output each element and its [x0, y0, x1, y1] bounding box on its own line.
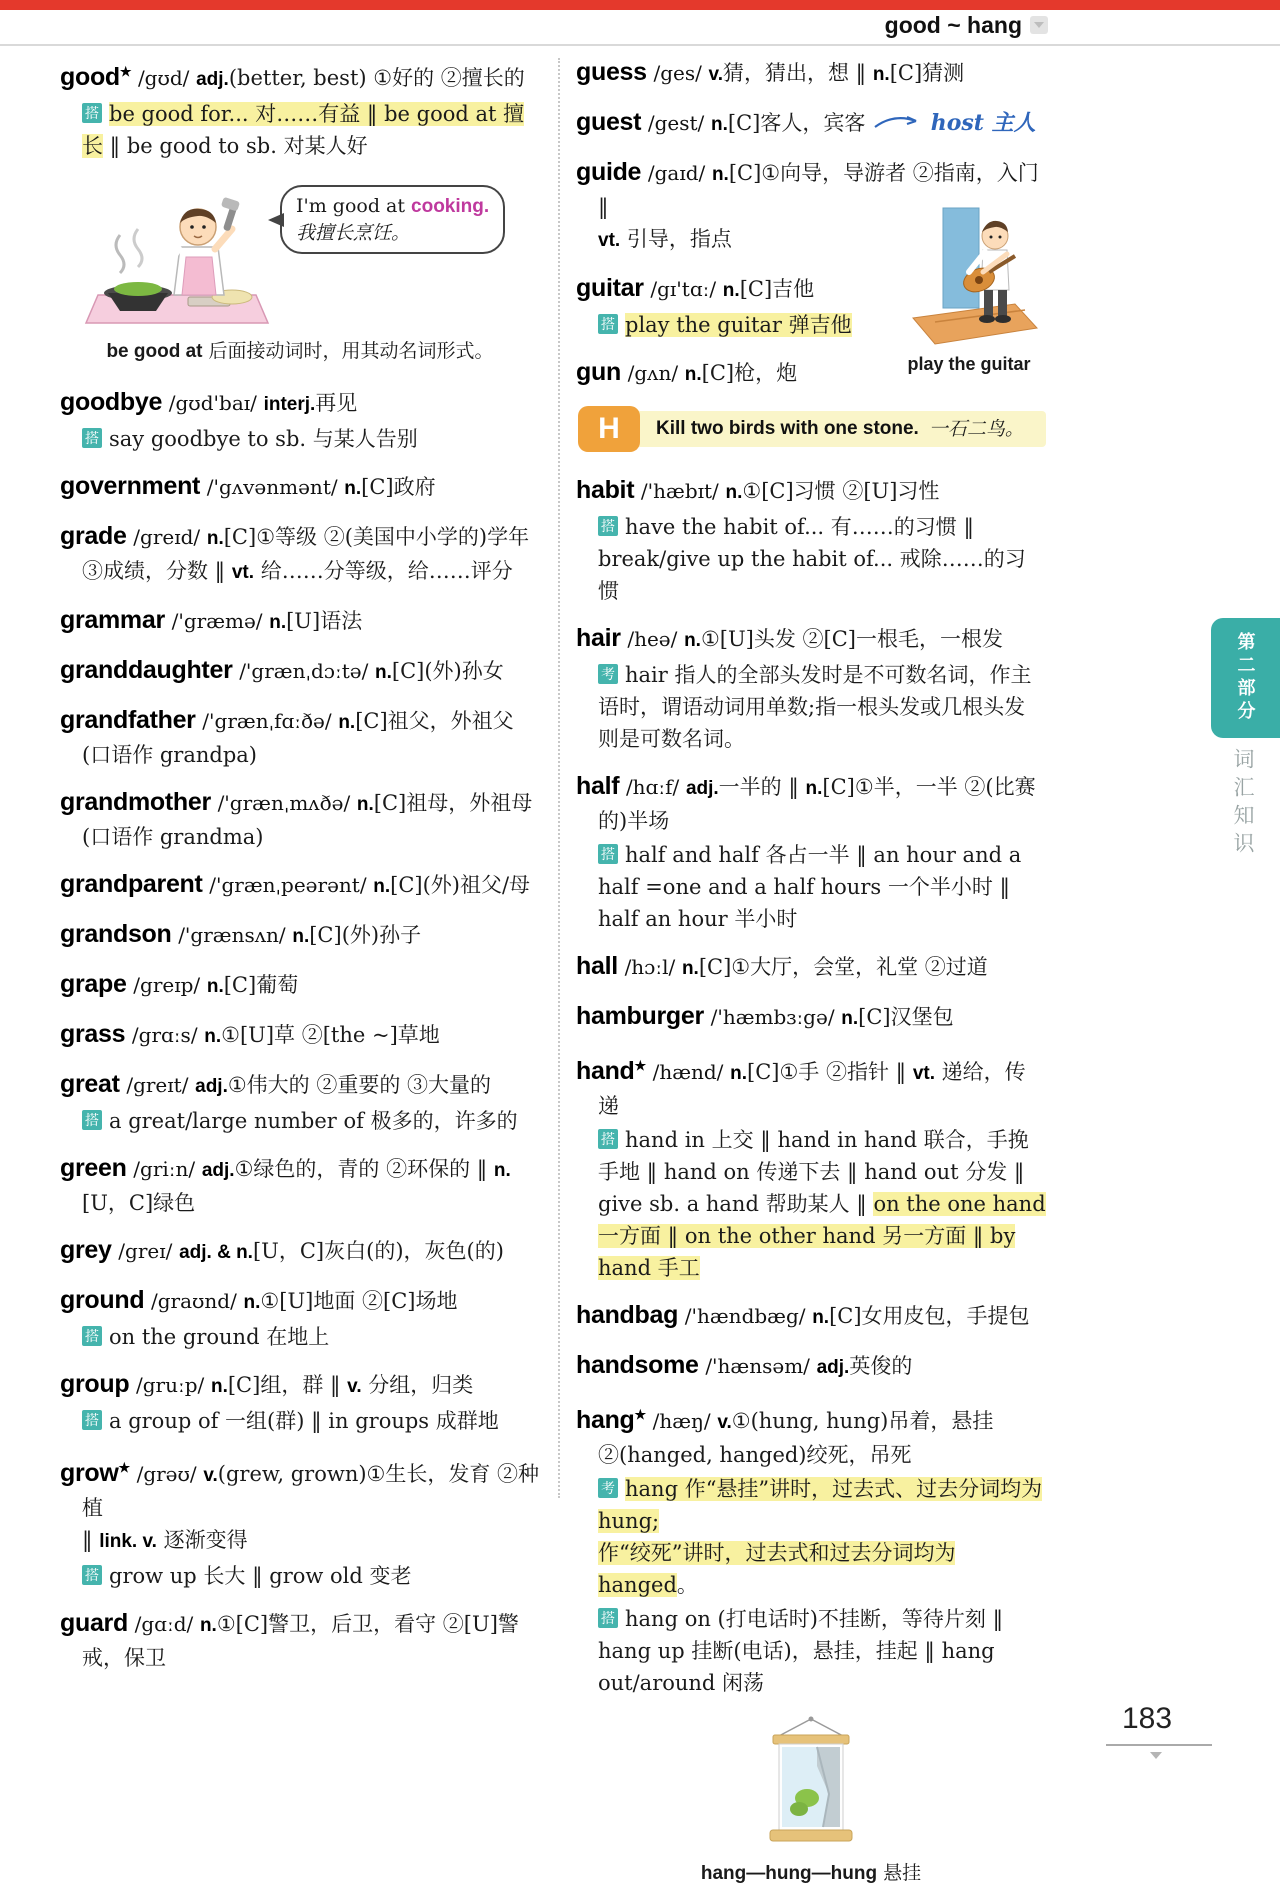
- chevron-down-icon: [1034, 22, 1044, 28]
- headword: guess: [576, 58, 647, 86]
- collocation-badge: 搭: [82, 428, 102, 448]
- guitar-caption: play the guitar: [907, 354, 1031, 374]
- phonetic: /heə/: [627, 627, 678, 651]
- dict-entry-ground: [60, 1284, 540, 1353]
- definition-text: hair 指人的全部头发时是不可数名词，作主语时，谓语动词用单数;指一根头发或几根头发则是可数名词。: [598, 663, 1032, 751]
- scroll-illustration: [576, 1714, 1046, 1890]
- bubble-text-zh: 我擅长烹饪。: [296, 222, 411, 244]
- definition-text: ①[U]地面 ②[C]场地: [260, 1289, 458, 1313]
- dict-entry-guard: [60, 1607, 540, 1674]
- usage-note-badge: 考: [598, 664, 618, 684]
- definition-text: ①[C]习惯 ②[U]习性: [742, 479, 940, 503]
- scroll-caption-zh: 悬挂: [877, 1862, 922, 1884]
- phonetic: /'grænsʌn/: [178, 923, 286, 947]
- star-icon: ★: [118, 1460, 130, 1475]
- left-column: [60, 56, 540, 1689]
- page-nav-triangle-icon[interactable]: [1150, 1752, 1162, 1759]
- definition-text: [C](外)祖父/母: [390, 873, 531, 897]
- part-of-speech: n.: [812, 1307, 830, 1328]
- definition-text: [C]①半，一半 ②(比赛的)半场: [598, 775, 1036, 833]
- definition-text: 猜，猜出，想 ‖: [722, 61, 873, 85]
- definition-text: hand in 上交 ‖ hand in hand 联合，手挽手地 ‖ hand on 传递下去 ‖ hand out 分发 ‖ give sb. a hand 帮助某人 ‖: [598, 1128, 1029, 1216]
- definition-text: be good for... 对……有益 ‖ be good at 擅长: [82, 102, 525, 158]
- definition-text: [C]组，群 ‖: [227, 1373, 348, 1397]
- phonetic: /'hændbæg/: [684, 1304, 806, 1328]
- star-icon: ★: [634, 1058, 646, 1073]
- note-line: [82, 1105, 540, 1137]
- dict-entry-grandfather: [60, 704, 540, 771]
- phonetic: /greɪt/: [126, 1073, 189, 1097]
- headword: hall: [576, 952, 618, 980]
- part-of-speech: adj.: [196, 69, 229, 90]
- definition-text: (grew, grown)①生长，发育 ②种植: [82, 1462, 540, 1520]
- speech-bubble: [280, 185, 505, 254]
- dict-entry-grandparent: [60, 868, 540, 903]
- dict-entry-grammar: [60, 604, 540, 639]
- phonetic: /greɪp/: [133, 973, 201, 997]
- phonetic: /'hænsəm/: [705, 1354, 810, 1378]
- dict-entry-handsome: [576, 1349, 1046, 1384]
- part-of-speech: vt.: [231, 562, 255, 583]
- phonetic: /griːn/: [133, 1157, 196, 1181]
- star-icon: ★: [119, 64, 132, 79]
- dict-entry-hamburger: [576, 1000, 1046, 1035]
- definition-text: 作“绞死”讲时，过去式和过去分词均为 hanged: [598, 1541, 956, 1597]
- collocation-badge: 搭: [598, 1129, 618, 1149]
- definition-text: ①[U]草 ②[the ~]草地: [221, 1023, 440, 1047]
- headword: hamburger: [576, 1002, 704, 1030]
- dict-entry-hall: [576, 950, 1046, 985]
- part-of-speech: vt.: [598, 230, 621, 251]
- headword: grey: [60, 1236, 112, 1264]
- page-number: 183: [1122, 1702, 1173, 1735]
- headword: grandmother: [60, 788, 211, 816]
- definition-text: [C]汉堡包: [858, 1005, 954, 1029]
- section-letter-badge: H: [578, 406, 640, 452]
- bubble-text-highlight: cooking.: [411, 196, 490, 217]
- definition-text: (better, best) ①好的 ②擅长的: [228, 66, 525, 90]
- dict-entry-habit: [576, 474, 1046, 607]
- part-of-speech: adj.: [685, 778, 719, 799]
- definition-text: [C]①等级 ②(美国中小学的)学年: [223, 525, 530, 549]
- phonetic: /'gʌvənmənt/: [206, 475, 338, 499]
- headword: half: [576, 772, 620, 800]
- note-line: [82, 1321, 540, 1353]
- dict-entry-grow: [60, 1452, 540, 1592]
- headword: grandfather: [60, 706, 196, 734]
- phonetic: /'hæbɪt/: [640, 479, 719, 503]
- definition-text: 。: [676, 1573, 698, 1597]
- collocation-badge: 搭: [598, 516, 618, 536]
- phonetic: /'grænˌmʌðə/: [217, 791, 351, 815]
- headword: government: [60, 472, 201, 500]
- section-h-header: [576, 406, 1046, 458]
- part-of-speech: n.: [730, 1063, 747, 1084]
- note-line: [598, 839, 1046, 935]
- collocation-badge: 搭: [598, 1608, 618, 1628]
- headword: grow★: [60, 1459, 130, 1487]
- cook-illustration: [60, 177, 540, 368]
- phonetic: /'grænˌfɑːðə/: [202, 709, 332, 733]
- phonetic: /hæŋ/: [652, 1409, 711, 1433]
- definition-text: a group of 一组(群) ‖ in groups 成群地: [109, 1409, 499, 1433]
- part-of-speech: adj.: [816, 1357, 850, 1378]
- definition-text: ①伟大的 ②重要的 ③大量的: [227, 1073, 492, 1097]
- definition-text: 逐渐变得: [156, 1528, 248, 1552]
- part-of-speech: n.: [292, 926, 310, 947]
- hanging-scroll-cartoon: [765, 1714, 857, 1848]
- definition-text: hang on (打电话时)不挂断，等待片刻 ‖ hang up 挂断(电话)，悬挂，挂起 ‖ hang out/around 闲荡: [598, 1607, 1004, 1695]
- star-icon: ★: [634, 1407, 646, 1422]
- headword: granddaughter: [60, 656, 233, 684]
- guitar-illustration: [894, 206, 1044, 375]
- phonetic: /gʌn/: [627, 361, 679, 385]
- page-range-label: good ~ hang: [884, 12, 1022, 38]
- antonym-text: host 主人: [930, 110, 1036, 136]
- dict-entry-grade: [60, 520, 540, 589]
- definition-text: [C]政府: [361, 475, 436, 499]
- headword: grandson: [60, 920, 172, 948]
- headword: grandparent: [60, 870, 203, 898]
- definition-text: [C]①大厅，会堂，礼堂 ②过道: [698, 955, 988, 979]
- dict-entry-grape: [60, 968, 540, 1003]
- collocation-badge: 搭: [82, 1110, 102, 1130]
- dict-entry-grey: [60, 1234, 540, 1269]
- definition-text: say goodbye to sb. 与某人告别: [109, 427, 418, 451]
- part-of-speech: n.: [243, 1292, 261, 1313]
- definition-text: on the one hand 一方面 ‖ on the other hand 另一方面 ‖ by hand 手工: [598, 1192, 1046, 1280]
- note-line: [598, 1124, 1046, 1284]
- definition-text: have the habit of... 有……的习惯 ‖ break/give up the habit of... 戒除……的习惯: [598, 515, 1026, 603]
- scroll-caption-en: hang—hung—hung: [700, 1863, 878, 1884]
- dict-entry-goodbye: [60, 386, 540, 455]
- definition-text: [C]祖父，外祖父: [355, 709, 514, 733]
- dict-entry-handbag: [576, 1299, 1046, 1334]
- proverb-banner: [612, 411, 1046, 447]
- part-of-speech: n.: [210, 1376, 228, 1397]
- headword: guest: [576, 108, 642, 136]
- top-red-bar: [0, 0, 1280, 10]
- part-of-speech: adj. & n.: [179, 1242, 253, 1263]
- headword: guard: [60, 1609, 128, 1637]
- part-of-speech: adj.: [195, 1076, 228, 1097]
- chef-cartoon: [60, 177, 280, 329]
- phonetic: /gʊd'baɪ/: [168, 391, 257, 415]
- definition-text: hang 作“悬挂”讲时，过去式、过去分词均为 hung;: [598, 1477, 1043, 1533]
- part-of-speech: n.: [493, 1160, 511, 1181]
- phonetic: /gest/: [647, 111, 705, 135]
- range-dropdown-button[interactable]: [1030, 16, 1048, 34]
- definition-text: [C]枪，炮: [701, 361, 798, 385]
- cook-caption-zh: 后面接动词时，用其动名词形式。: [202, 340, 494, 362]
- note-line: [82, 1405, 540, 1437]
- cook-caption: [60, 335, 540, 368]
- definition-text: [U，C]绿色: [82, 1191, 196, 1215]
- headword: group: [60, 1370, 130, 1398]
- bubble-text-en: I'm good at: [296, 195, 412, 217]
- phonetic: /gaɪd/: [647, 161, 706, 185]
- part-of-speech: n.: [710, 114, 728, 135]
- dict-entry-grandmother: [60, 786, 540, 853]
- part-of-speech: v.: [347, 1376, 362, 1397]
- collocation-badge: 搭: [82, 1326, 102, 1346]
- headword: hang★: [576, 1406, 646, 1434]
- definition-text: ①绿色的，青的 ②环保的 ‖: [234, 1157, 494, 1181]
- right-column: [576, 56, 1046, 1890]
- page-number-underline: [1106, 1744, 1212, 1746]
- definition-text: [C]客人，宾客: [727, 111, 866, 135]
- definition-text: [C]祖母，外祖母: [373, 791, 533, 815]
- phonetic: /greɪd/: [133, 525, 201, 549]
- phonetic: /'grænˌpeərənt/: [209, 873, 367, 897]
- definition-text: 分组，归类: [361, 1373, 474, 1397]
- phonetic: /ges/: [653, 61, 702, 85]
- part-of-speech: n.: [356, 794, 374, 815]
- part-of-speech: v.: [203, 1465, 218, 1486]
- part-of-speech: adj.: [201, 1160, 235, 1181]
- phonetic: /gɑːd/: [134, 1612, 194, 1636]
- definition-text: 一半的 ‖: [718, 775, 806, 799]
- headword: habit: [576, 476, 635, 504]
- column-divider: [558, 58, 560, 1498]
- definition-text: (口语作 grandpa): [82, 743, 257, 767]
- phonetic: /grɑːs/: [131, 1023, 198, 1047]
- phonetic: /grəʊ/: [136, 1462, 197, 1486]
- part-of-speech: n.: [199, 1615, 217, 1636]
- definition-text: 递给，传递: [598, 1060, 1026, 1118]
- note-line: [598, 1473, 1046, 1601]
- part-of-speech: n.: [841, 1008, 859, 1029]
- dict-entry-government: [60, 470, 540, 505]
- headword: goodbye: [60, 388, 163, 416]
- dict-entry-hang: [576, 1399, 1046, 1699]
- part-of-speech: n.: [722, 280, 740, 301]
- dict-entry-group: [60, 1368, 540, 1437]
- collocation-badge: 搭: [82, 1410, 102, 1430]
- definition-text: on the ground 在地上: [109, 1325, 330, 1349]
- headword: grammar: [60, 606, 165, 634]
- phonetic: /gruːp/: [136, 1373, 205, 1397]
- proverb-zh: 一石二鸟。: [928, 418, 1024, 440]
- definition-text: a great/large number of 极多的，许多的: [109, 1109, 518, 1133]
- part-of-speech: n.: [711, 164, 729, 185]
- dict-entry-hand: [576, 1050, 1046, 1284]
- proverb-en: Kill two birds with one stone.: [656, 418, 919, 439]
- part-of-speech: n.: [805, 778, 823, 799]
- phonetic: /hɑːf/: [625, 775, 680, 799]
- definition-text: [C]①手 ②指针 ‖: [747, 1060, 913, 1084]
- part-of-speech: vt.: [912, 1063, 935, 1084]
- headword: guitar: [576, 274, 644, 302]
- definition-text: [C]①向导，导游者 ②指南，入门 ‖: [598, 161, 1039, 219]
- definition-text: play the guitar 弹吉他: [625, 313, 852, 337]
- sidebar-part-tab[interactable]: [1211, 618, 1280, 738]
- dict-entry-hair: [576, 622, 1046, 755]
- note-line: [82, 98, 540, 162]
- part-of-speech: v.: [708, 64, 723, 85]
- phonetic: /graʊnd/: [150, 1289, 237, 1313]
- dict-entry-guess: [576, 56, 1046, 91]
- headword: grade: [60, 522, 127, 550]
- part-of-speech: n.: [725, 482, 743, 503]
- part-of-speech: n.: [338, 712, 356, 733]
- antonym-reference: [865, 111, 1035, 135]
- part-of-speech: n.: [373, 876, 391, 897]
- headword: gun: [576, 358, 621, 386]
- collocation-badge: 搭: [598, 844, 618, 864]
- note-line: [598, 1603, 1046, 1699]
- phonetic: /hɔːl/: [624, 955, 676, 979]
- headword: ground: [60, 1286, 145, 1314]
- headword: green: [60, 1154, 127, 1182]
- sidebar-part-label: 第二部分: [1235, 632, 1256, 724]
- phonetic: /gʊd/: [137, 66, 190, 90]
- part-of-speech: n.: [204, 1026, 222, 1047]
- collocation-badge: 搭: [598, 314, 618, 334]
- part-of-speech: n.: [344, 478, 362, 499]
- scroll-caption: [576, 1857, 1046, 1890]
- dict-entry-granddaughter: [60, 654, 540, 689]
- definition-text: [C]葡萄: [223, 973, 299, 997]
- part-of-speech: n.: [684, 630, 701, 651]
- headword: grass: [60, 1020, 126, 1048]
- headword: handbag: [576, 1301, 679, 1329]
- definition-text: [C]猜测: [889, 61, 965, 85]
- part-of-speech: n.: [206, 528, 224, 549]
- definition-text: 给……分等级，给……评分: [254, 559, 513, 583]
- part-of-speech: n.: [684, 364, 702, 385]
- headword: great: [60, 1070, 120, 1098]
- dict-entry-grass: [60, 1018, 540, 1053]
- definition-text: [C]女用皮包，手提包: [829, 1304, 1030, 1328]
- dict-entry-great: [60, 1068, 540, 1137]
- part-of-speech: n.: [269, 612, 287, 633]
- definition-text: 再见: [315, 391, 358, 415]
- collocation-badge: 搭: [82, 1565, 102, 1585]
- phonetic: /hænd/: [652, 1060, 724, 1084]
- collocation-badge: 搭: [82, 103, 102, 123]
- headword: hair: [576, 624, 621, 652]
- definition-text: (口语作 grandma): [82, 825, 264, 849]
- guitar-boy-cartoon: [899, 206, 1039, 344]
- definition-text: [U，C]灰白(的)，灰色(的): [252, 1239, 504, 1263]
- definition-text: ‖: [82, 1528, 100, 1552]
- note-line: [82, 423, 540, 455]
- header-divider: [0, 44, 1280, 46]
- definition-text: ③成绩，分数 ‖: [82, 559, 232, 583]
- dict-entry-green: [60, 1152, 540, 1219]
- headword: hand★: [576, 1057, 646, 1085]
- note-line: [82, 1560, 540, 1592]
- part-of-speech: n.: [872, 64, 890, 85]
- definition-text: [C](外)孙女: [391, 659, 504, 683]
- speech-bubble-tail: [268, 213, 284, 227]
- definition-text: half and half 各占一半 ‖ an hour and a half =one and a half hours 一个半小时 ‖ half an hour 半小时: [598, 843, 1022, 931]
- part-of-speech: n.: [375, 662, 392, 683]
- phonetic: /'græmə/: [171, 609, 263, 633]
- usage-note-badge: 考: [598, 1478, 618, 1498]
- part-of-speech: n.: [206, 976, 224, 997]
- dict-entry-grandson: [60, 918, 540, 953]
- definition-text: ①[C]警卫，后卫，看守 ②[U]警戒，保卫: [82, 1612, 519, 1670]
- note-line: [598, 659, 1046, 755]
- definition-text: [U]语法: [286, 609, 363, 633]
- definition-text: 英俊的: [849, 1354, 913, 1378]
- headword: guide: [576, 158, 642, 186]
- definition-text: 引导，指点: [620, 227, 732, 251]
- cook-caption-en: be good at: [106, 341, 203, 362]
- part-of-speech: v.: [717, 1412, 732, 1433]
- definition-text: ‖ be good to sb. 对某人好: [103, 134, 368, 158]
- phonetic: /gɪ'tɑː/: [650, 277, 717, 301]
- phonetic: /'hæmbɜːgə/: [710, 1005, 835, 1029]
- dict-entry-good: [60, 56, 540, 162]
- definition-text: [C]吉他: [739, 277, 815, 301]
- sidebar-section-label: 词汇知识: [1231, 748, 1254, 860]
- part-of-speech: n.: [681, 958, 699, 979]
- headword: grape: [60, 970, 127, 998]
- headword: handsome: [576, 1351, 699, 1379]
- dict-entry-guest: [576, 106, 1046, 141]
- part-of-speech: interj.: [263, 394, 316, 415]
- curved-arrow-icon: [872, 112, 924, 132]
- headword: good★: [60, 63, 132, 91]
- phonetic: /greɪ/: [118, 1239, 173, 1263]
- definition-text: ①[U]头发 ②[C]一根毛，一根发: [700, 627, 1003, 651]
- phonetic: /'grænˌdɔːtə/: [239, 659, 369, 683]
- dict-entry-half: [576, 770, 1046, 935]
- definition-text: ①(hung, hung)吊着，悬挂 ②(hanged, hanged)绞死，吊死: [598, 1409, 994, 1467]
- definition-text: grow up 长大 ‖ grow old 变老: [109, 1564, 412, 1588]
- note-line: [598, 511, 1046, 607]
- definition-text: [C](外)孙子: [309, 923, 422, 947]
- part-of-speech: link. v.: [99, 1531, 157, 1552]
